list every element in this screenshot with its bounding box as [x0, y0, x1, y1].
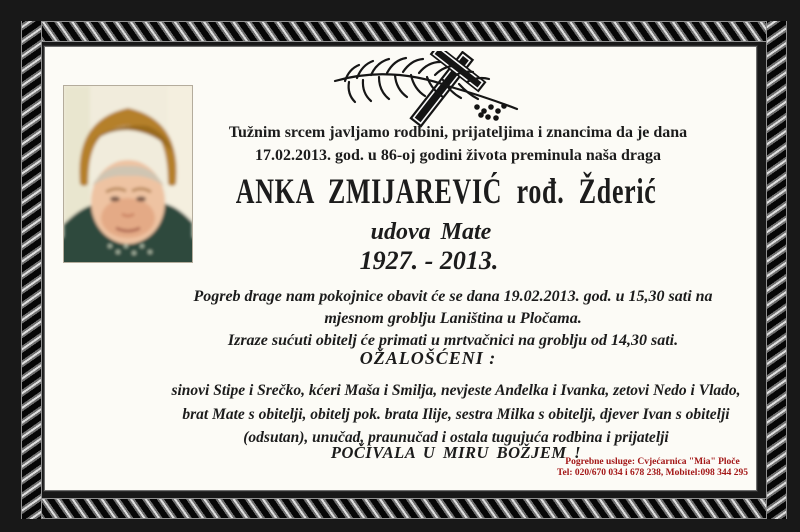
rope-border-left [21, 21, 42, 519]
funeral-services-imprint [557, 457, 748, 478]
relation-line: udova Mate [370, 219, 492, 245]
funeral-line-2: mjesnom groblju Laniština u Pločama. [324, 310, 582, 327]
intro-paragraph [165, 121, 751, 167]
mourners-heading: OŽALOŠĆENI : [359, 348, 497, 368]
closing-blessing: POČIVALA U MIRU BOŽJEM ! [330, 443, 582, 462]
mourners-line-2: brat Mate s obitelji, obitelj pok. brata Ilije, sestra Milka s obitelji, djever Ivan s obitelji [182, 405, 730, 423]
intro-line-1: Tužnim srcem javljamo rodbini, prijateljima i znancima da je dana [228, 124, 688, 141]
rope-border-bottom [21, 498, 786, 519]
intro-line-2: 17.02.2013. god. u 86-oj godini života preminula naša draga [255, 147, 661, 164]
cross-palm-icon [331, 51, 526, 131]
services-line-2: Tel: 020/670 034 i 678 238, Mobitel:098 344 295 [557, 467, 748, 478]
mourners-list [105, 379, 800, 450]
mourners-line-1: sinovi Stipe i Srečko, kćeri Maša i Smilja, nevjeste Anđelka i Ivanka, zetovi Nedo i Vlado, [171, 382, 741, 399]
rope-border-top [21, 21, 786, 42]
services-line-1: Pogrebne usluge: Cvjećarnica "Mia" Ploče [565, 457, 740, 467]
deceased-name: ANKA ZMIJAREVIĆ rođ. Žderić [235, 171, 657, 211]
notice-card [44, 46, 757, 491]
funeral-details [100, 286, 800, 352]
birth-death-years: 1927. - 2013. [359, 246, 499, 275]
mourners-line-3: (odsutan), unučad, praunučad i ostala tugujuća rodbina i prijatelji [243, 429, 669, 446]
funeral-line-1: Pogreb drage nam pokojnice obavit će se dana 19.02.2013. god. u 15,30 sati na [193, 288, 713, 305]
funeral-line-3: Izraze sućuti obitelj će primati u mrtvačnici na groblju od 14,30 sati. [227, 332, 679, 349]
